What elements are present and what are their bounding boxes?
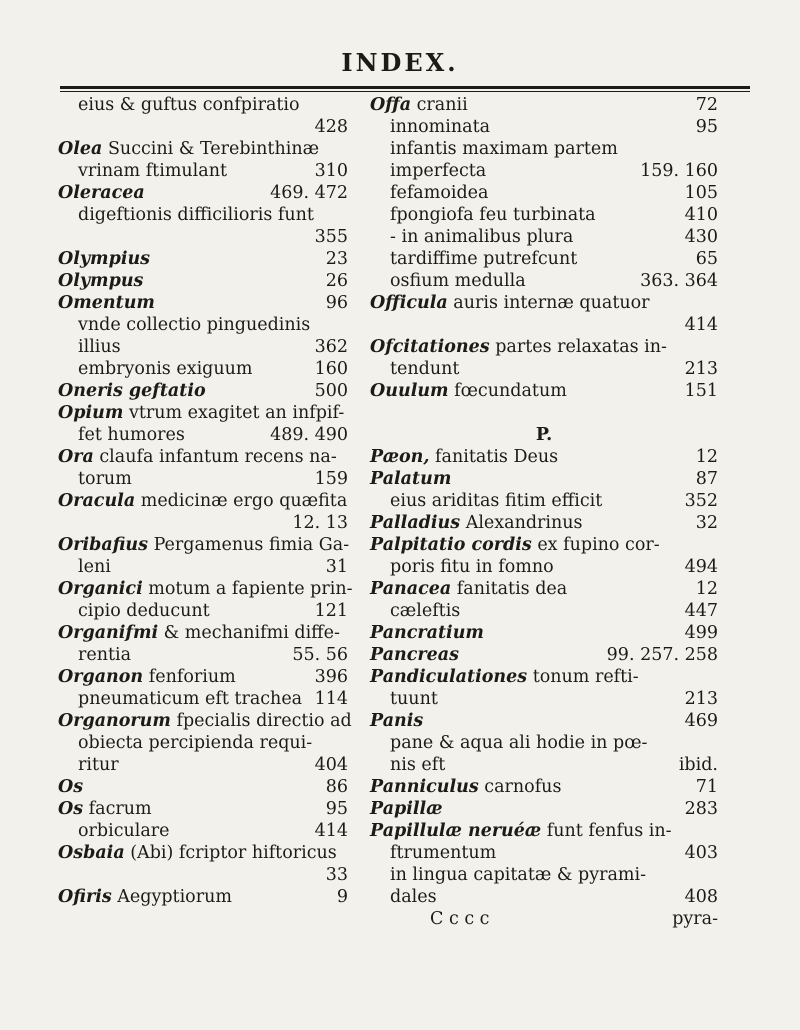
entry-description: Alexandrinus [460, 513, 583, 533]
page-reference: 500 [314, 381, 348, 401]
index-entry [370, 358, 718, 380]
page-reference: 159. 160 [640, 161, 718, 181]
entry-description: & mechanifmi diffe- [158, 623, 340, 643]
entry-text [390, 358, 459, 380]
entry-description: ex fupino cor- [531, 535, 660, 555]
index-entry [370, 556, 718, 578]
entry-term: Os [58, 777, 84, 797]
page-reference: 160 [314, 359, 348, 379]
entry-description: poris fitu in fomno [390, 557, 554, 577]
index-entry [58, 424, 348, 446]
entry-description: auris internæ quatuor [447, 293, 650, 313]
entry-description: tendunt [390, 359, 460, 379]
index-entry [58, 402, 348, 424]
index-entry [58, 732, 348, 754]
entry-description: - in animalibus plura [390, 227, 574, 247]
page-reference: 489. 490 [270, 425, 348, 445]
page-reference: 213 [684, 359, 718, 379]
entry-text [58, 622, 340, 644]
entry-text [390, 270, 526, 292]
index-entry [58, 776, 348, 798]
index-entry [370, 732, 718, 754]
entry-description: cipio deducunt [78, 601, 210, 621]
entry-description: orbiculare [78, 821, 170, 841]
page-reference: 99. 257. 258 [606, 645, 718, 665]
entry-text [370, 292, 650, 314]
entry-text [390, 842, 496, 864]
entry-text [78, 314, 310, 336]
entry-text [58, 842, 337, 864]
page-reference: 105 [684, 183, 718, 203]
entry-term: Olympus [58, 271, 144, 291]
entry-description: Succini & Terebinthinæ [102, 139, 320, 159]
entry-description: medicinæ ergo quæfita [135, 491, 348, 511]
page-reference: 12. 13 [292, 513, 348, 533]
index-entry [370, 688, 718, 710]
page-reference: 428 [314, 117, 348, 137]
entry-description: Pergamenus fimia Ga- [148, 535, 350, 555]
entry-term: Oneris geftatio [58, 381, 206, 401]
page-reference: 33 [325, 865, 348, 885]
entry-term: Olympius [58, 249, 151, 269]
page-reference: 352 [684, 491, 718, 511]
entry-term: Officula [370, 293, 448, 313]
entry-text [390, 864, 646, 886]
index-entry [58, 336, 348, 358]
page-reference: 31 [325, 557, 348, 577]
entry-description: tuunt [390, 689, 438, 709]
index-entry [58, 820, 348, 842]
index-entry [58, 204, 348, 226]
entry-term: Organifmi [58, 623, 159, 643]
index-entry [370, 380, 718, 402]
entry-description: tardiffime putrefcunt [390, 249, 578, 269]
index-entry [58, 468, 348, 490]
page-reference: 469 [684, 711, 718, 731]
page-reference: 469. 472 [270, 183, 348, 203]
entry-description: fefamoidea [390, 183, 489, 203]
index-entry [58, 292, 348, 314]
entry-description: fenforium [143, 667, 236, 687]
entry-description: ftrumentum [390, 843, 497, 863]
entry-text [58, 710, 352, 732]
signature-line [370, 908, 718, 930]
index-entry [58, 116, 348, 138]
index-entry [370, 886, 718, 908]
entry-description: tonum refti- [527, 667, 639, 687]
entry-term: Pandiculationes [370, 667, 528, 687]
index-entry [370, 160, 718, 182]
entry-term: Ofiris [58, 887, 112, 907]
entry-text [58, 138, 319, 160]
header-rule [60, 86, 750, 89]
entry-term: Omentum [58, 293, 155, 313]
page-reference: 408 [684, 887, 718, 907]
entry-term: Olea [58, 139, 103, 159]
entry-description: infantis maximam partem [390, 139, 618, 159]
entry-text [58, 490, 347, 512]
section-heading [370, 424, 718, 446]
page-reference: 65 [695, 249, 718, 269]
index-entry [370, 94, 718, 116]
page-reference: 26 [325, 271, 348, 291]
entry-description: cranii [411, 95, 468, 115]
entry-text [390, 732, 647, 754]
entry-description: imperfecta [390, 161, 487, 181]
entry-term: Oracula [58, 491, 136, 511]
page-reference: 355 [314, 227, 348, 247]
index-entry [58, 490, 348, 512]
entry-text [370, 534, 660, 556]
index-entry [58, 710, 352, 732]
entry-text [58, 182, 145, 204]
entry-term: Pancratium [370, 623, 484, 643]
entry-term: Pancreas [370, 645, 459, 665]
entry-text [370, 446, 558, 468]
entry-term: Os [58, 799, 84, 819]
index-entry [58, 248, 348, 270]
entry-text [78, 556, 111, 578]
entry-description: obiecta percipienda requi- [78, 733, 313, 753]
page-reference: 114 [314, 689, 348, 709]
index-entry [58, 182, 348, 204]
entry-description: eius ariditas fitim efficit [390, 491, 603, 511]
index-entry [370, 600, 718, 622]
entry-description: dales [390, 887, 437, 907]
page-reference: 363. 364 [640, 271, 718, 291]
entry-text [58, 798, 152, 820]
entry-term: Oleracea [58, 183, 145, 203]
header-rule-thin [60, 91, 750, 92]
entry-description: innominata [390, 117, 491, 137]
entry-text [370, 336, 667, 358]
page-reference: 414 [684, 315, 718, 335]
index-entry [58, 556, 348, 578]
entry-text [370, 710, 423, 732]
entry-description: in lingua capitatæ & pyrami- [390, 865, 647, 885]
entry-description: osfium medulla [390, 271, 526, 291]
entry-term: Panacea [370, 579, 452, 599]
index-entry [58, 666, 348, 688]
entry-description: eius & guftus confpiratio [78, 95, 300, 115]
page-reference: 283 [684, 799, 718, 819]
entry-description: rentia [78, 645, 132, 665]
entry-text [58, 578, 353, 600]
entry-term: Opium [58, 403, 124, 423]
page-reference: 414 [314, 821, 348, 841]
entry-text [78, 160, 227, 182]
index-entry [58, 270, 348, 292]
page-reference: 362 [314, 337, 348, 357]
entry-description: illius [78, 337, 121, 357]
index-entry [58, 380, 348, 402]
entry-description: fpecialis directio ad [170, 711, 352, 731]
page-reference: 213 [684, 689, 718, 709]
index-entry [370, 292, 718, 314]
entry-term: Palatum [370, 469, 452, 489]
index-entry [58, 446, 348, 468]
page-reference: ibid. [678, 755, 718, 775]
entry-text [78, 754, 119, 776]
entry-text [370, 94, 468, 116]
page-reference: 159 [314, 469, 348, 489]
index-entry [58, 534, 348, 556]
index-entry [58, 94, 348, 116]
entry-text [58, 534, 349, 556]
index-entry [58, 798, 348, 820]
entry-description: claufa infantum recens na- [93, 447, 337, 467]
entry-term: Offa [370, 95, 412, 115]
entry-text [78, 732, 312, 754]
page-reference: 499 [684, 623, 718, 643]
index-entry [370, 842, 718, 864]
page-reference: 494 [684, 557, 718, 577]
entry-text [390, 688, 438, 710]
entry-description: vrinam ftimulant [78, 161, 228, 181]
page-reference: 71 [695, 777, 718, 797]
index-entry [370, 138, 718, 160]
entry-term: Oribafius [58, 535, 148, 555]
entry-description: partes relaxatas in- [489, 337, 667, 357]
index-entry [58, 138, 348, 160]
entry-term: Ofcitationes [370, 337, 490, 357]
entry-text [390, 160, 486, 182]
entry-text [390, 138, 618, 160]
entry-text [78, 820, 170, 842]
entry-text [370, 468, 451, 490]
page-reference: 404 [314, 755, 348, 775]
page-reference: 403 [684, 843, 718, 863]
page-reference: 32 [695, 513, 718, 533]
entry-text [370, 776, 561, 798]
entry-text [58, 292, 155, 314]
page-reference: 23 [325, 249, 348, 269]
entry-description: facrum [83, 799, 152, 819]
entry-description: cæleftis [390, 601, 461, 621]
page-reference: 12 [695, 447, 718, 467]
page-reference: 12 [695, 579, 718, 599]
page-reference: 121 [314, 601, 348, 621]
entry-text [78, 358, 253, 380]
entry-term: Organon [58, 667, 144, 687]
entry-description: motum a fapiente prin- [142, 579, 353, 599]
index-entry [370, 402, 718, 424]
entry-description: nis eft [390, 755, 446, 775]
index-entry [370, 204, 718, 226]
entry-text [78, 336, 121, 358]
page-reference: 310 [314, 161, 348, 181]
index-entry [370, 578, 718, 600]
entry-term: Osbaia [58, 843, 125, 863]
entry-term: Ouulum [370, 381, 449, 401]
page-reference: 95 [695, 117, 718, 137]
entry-text [58, 666, 236, 688]
entry-text [390, 754, 445, 776]
entry-text [370, 380, 567, 402]
page-reference: 72 [695, 95, 718, 115]
entry-description: embryonis exiguum [78, 359, 253, 379]
entry-text [370, 666, 639, 688]
entry-term: Papillulæ neruéæ [370, 821, 542, 841]
index-entry [370, 776, 718, 798]
entry-description: Aegyptiorum [111, 887, 232, 907]
index-entry [58, 358, 348, 380]
entry-text [58, 248, 150, 270]
entry-text [78, 94, 300, 116]
right-column [370, 94, 718, 930]
index-entry [58, 512, 348, 534]
entry-description: fanitatis dea [451, 579, 568, 599]
page-reference: 87 [695, 469, 718, 489]
entry-term: Palladius [370, 513, 461, 533]
index-entry [58, 688, 348, 710]
entry-text [58, 446, 337, 468]
index-entry [370, 512, 718, 534]
index-entry [58, 754, 348, 776]
index-entry [370, 666, 718, 688]
index-entry [58, 226, 348, 248]
signature-mark: C c c c [430, 909, 490, 929]
index-entry [58, 622, 348, 644]
index-entry [58, 644, 348, 666]
entry-description: vnde collectio pinguedinis [78, 315, 311, 335]
entry-description: digeftionis difficilioris funt [78, 205, 314, 225]
entry-description: fet humores [78, 425, 185, 445]
entry-term: Ora [58, 447, 94, 467]
entry-description: vtrum exagitet an infpif- [123, 403, 345, 423]
page-title: INDEX. [341, 48, 459, 77]
entry-description: torum [78, 469, 132, 489]
entry-text [58, 886, 232, 908]
entry-text [370, 512, 583, 534]
index-entry [370, 182, 718, 204]
entry-text [390, 204, 596, 226]
entry-text [58, 380, 206, 402]
index-entry [370, 820, 718, 842]
catchword: pyra- [672, 909, 718, 929]
left-column [58, 94, 353, 908]
entry-description: fanitatis Deus [429, 447, 559, 467]
entry-text [78, 424, 185, 446]
entry-text [78, 688, 302, 710]
entry-text [78, 600, 210, 622]
entry-text [390, 556, 554, 578]
index-entry [58, 864, 348, 886]
entry-text [390, 490, 602, 512]
entry-term: Panniculus [370, 777, 479, 797]
index-entry [58, 600, 348, 622]
entry-text [78, 468, 132, 490]
entry-text [390, 116, 490, 138]
entry-text [78, 204, 314, 226]
page-reference: 430 [684, 227, 718, 247]
entry-text [370, 578, 567, 600]
entry-description: funt fenfus in- [541, 821, 672, 841]
page-reference: 95 [325, 799, 348, 819]
entry-text [58, 402, 344, 424]
entry-term: Panis [370, 711, 424, 731]
entry-description: (Abi) fcriptor hiftoricus [124, 843, 337, 863]
entry-description: carnofus [478, 777, 562, 797]
entry-term: Palpitatio cordis [370, 535, 532, 555]
page-reference: 55. 56 [292, 645, 348, 665]
index-entry [370, 248, 718, 270]
entry-description: pneumaticum eft trachea [78, 689, 303, 709]
index-entry [370, 336, 718, 358]
entry-description: ritur [78, 755, 119, 775]
index-entry [370, 534, 718, 556]
page-reference: 9 [336, 887, 348, 907]
index-entry [370, 226, 718, 248]
entry-text [390, 600, 460, 622]
entry-description: fpongiofa feu turbinata [390, 205, 596, 225]
index-entry [58, 578, 353, 600]
index-entry [370, 270, 718, 292]
entry-text [58, 776, 83, 798]
index-entry [370, 314, 718, 336]
entry-text [78, 644, 131, 666]
index-entry [370, 116, 718, 138]
entry-description: fœcundatum [448, 381, 567, 401]
index-entry [370, 490, 718, 512]
index-entry [370, 754, 718, 776]
index-entry [370, 798, 718, 820]
page-reference: 151 [684, 381, 718, 401]
entry-text [390, 886, 437, 908]
index-entry [370, 710, 718, 732]
entry-term: Pæon, [370, 447, 430, 467]
entry-text [370, 622, 484, 644]
entry-description: leni [78, 557, 111, 577]
index-entry [370, 864, 718, 886]
entry-text [370, 798, 443, 820]
index-entry [370, 468, 718, 490]
index-entry [58, 842, 348, 864]
entry-text [390, 226, 573, 248]
page-reference: 86 [325, 777, 348, 797]
page-reference: 96 [325, 293, 348, 313]
entry-text [390, 182, 488, 204]
index-entry [370, 622, 718, 644]
entry-text [390, 248, 577, 270]
entry-term: Organici [58, 579, 143, 599]
page-reference: 410 [684, 205, 718, 225]
entry-text [370, 644, 459, 666]
index-entry [370, 644, 718, 666]
index-entry [58, 160, 348, 182]
index-entry [370, 446, 718, 468]
page-reference: 396 [314, 667, 348, 687]
entry-term: Papillæ [370, 799, 443, 819]
section-letter: P. [535, 425, 553, 445]
entry-term: Organorum [58, 711, 171, 731]
index-entry [58, 314, 348, 336]
entry-text [370, 820, 672, 842]
page-reference: 447 [684, 601, 718, 621]
entry-text [58, 270, 143, 292]
index-entry [58, 886, 348, 908]
entry-description: pane & aqua ali hodie in pœ- [390, 733, 648, 753]
